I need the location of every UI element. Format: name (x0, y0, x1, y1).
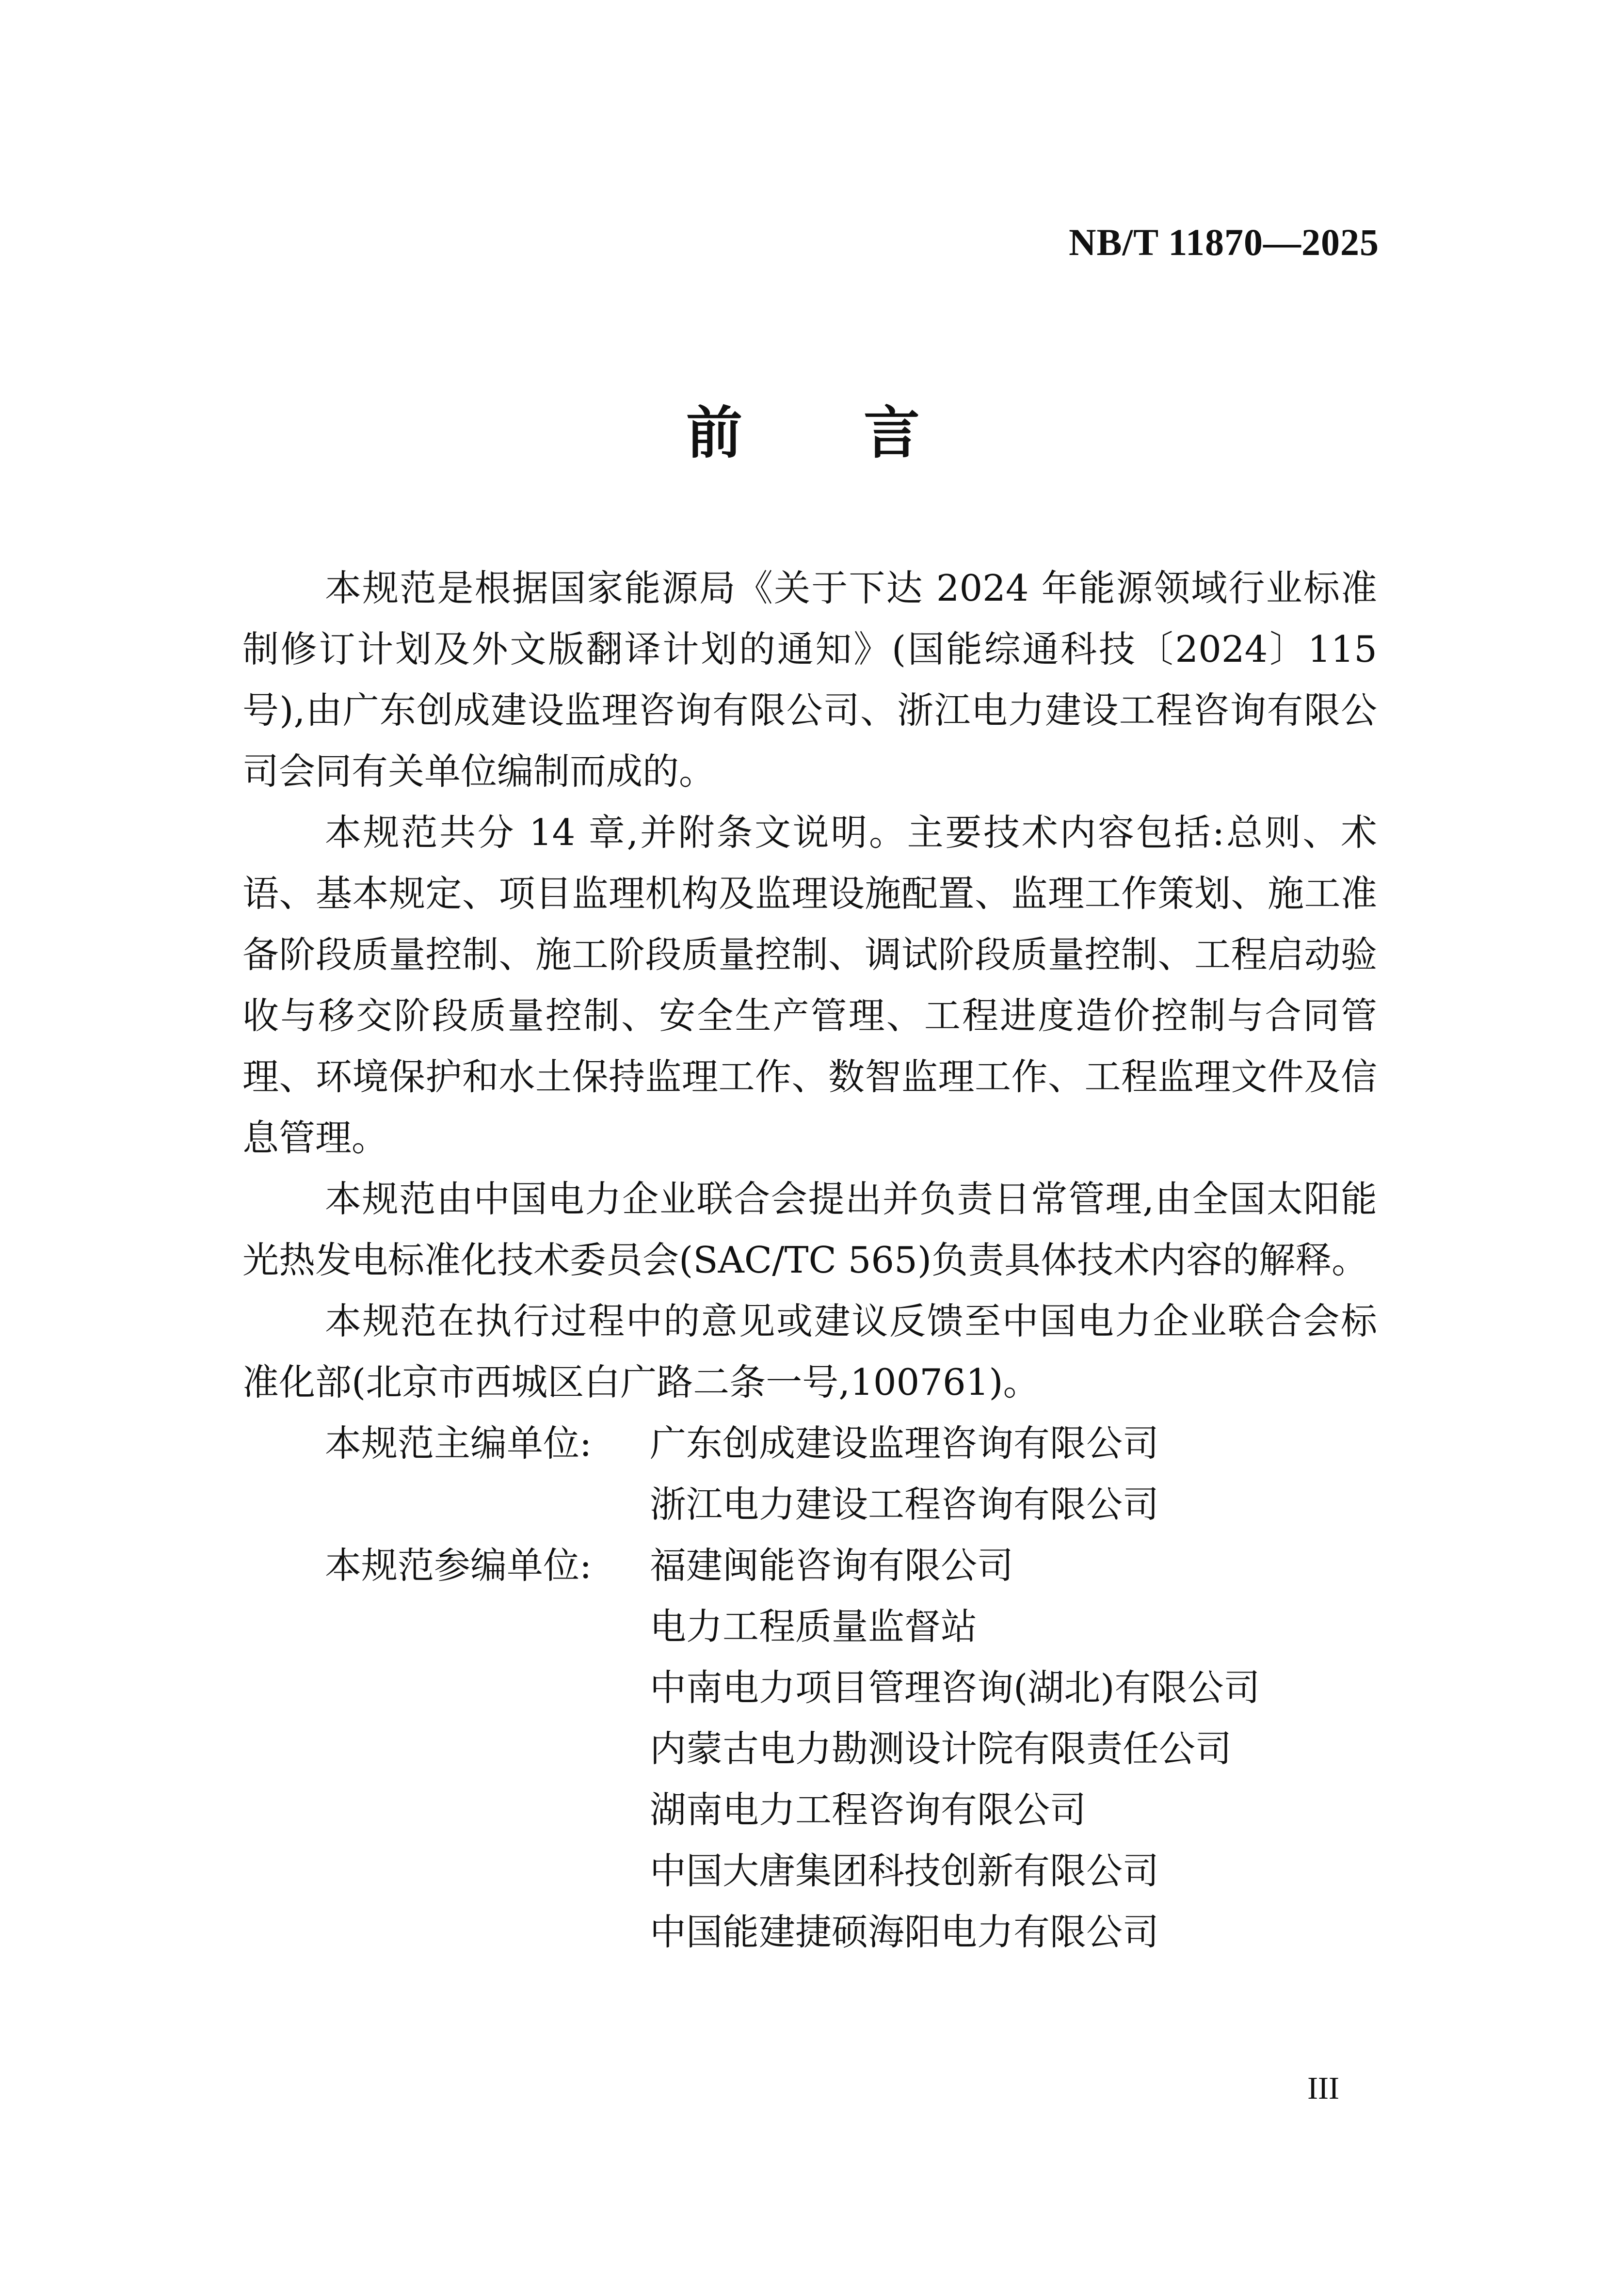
participating-unit-row (325, 1657, 1377, 1718)
standard-code: NB/T 11870—2025 (1069, 221, 1379, 263)
preface-paragraph-feedback: 本规范在执行过程中的意见或建议反馈至中国电力企业联合会标准化部(北京市西城区白广路二条一号,100761)。 (242, 1300, 1377, 1403)
participating-unit-name: 内蒙古电力勘测设计院有限责任公司 (650, 1727, 1232, 1770)
participating-unit-name: 中国能建捷硕海阳电力有限公司 (650, 1911, 1159, 1953)
participating-unit-name: 福建闽能咨询有限公司 (650, 1544, 1014, 1587)
participating-unit-name: 中南电力项目管理咨询(湖北)有限公司 (650, 1666, 1260, 1709)
page-number: III (1307, 2071, 1339, 2106)
preface-paragraph-basis: 本规范是根据国家能源局《关于下达 2024 年能源领域行业标准制修订计划及外文版翻译计划的通知》(国能综通科技〔2024〕115 号),由广东创成建设监理咨询有限公司、浙江电力建设工程咨询有限公司会同有关单位编制而成的。 (242, 567, 1377, 793)
participating-unit-name: 中国大唐集团科技创新有限公司 (650, 1850, 1159, 1892)
participating-units-block (242, 1535, 1377, 1962)
chief-unit-row (325, 1413, 1377, 1474)
preface-paragraph-contents: 本规范共分 14 章,并附条文说明。主要技术内容包括:总则、术语、基本规定、项目监理机构及监理设施配置、监理工作策划、施工准备阶段质量控制、施工阶段质量控制、调试阶段质量控制、工程启动验收与移交阶段质量控制、安全生产管理、工程进度造价控制与合同管理、环境保护和水土保持监理工作、数智监理工作、工程监理文件及信息管理。 (242, 811, 1377, 1159)
chief-units-block (242, 1413, 1377, 1535)
chief-units-label: 本规范主编单位: (325, 1422, 592, 1465)
page-title: 前言 (686, 400, 1041, 466)
participating-unit-row (325, 1901, 1377, 1962)
chief-unit-name: 浙江电力建设工程咨询有限公司 (650, 1483, 1159, 1526)
chief-unit-name: 广东创成建设监理咨询有限公司 (650, 1422, 1159, 1465)
preface-body (242, 558, 1377, 1962)
preface-paragraph-management: 本规范由中国电力企业联合会提出并负责日常管理,由全国太阳能光热发电标准化技术委员会(SAC/TC 565)负责具体技术内容的解释。 (242, 1178, 1377, 1281)
participating-unit-row (325, 1535, 1377, 1596)
participating-unit-row (325, 1840, 1377, 1901)
participating-unit-row (325, 1718, 1377, 1779)
participating-unit-row (325, 1779, 1377, 1840)
chief-unit-row (325, 1474, 1377, 1535)
participating-unit-name: 电力工程质量监督站 (650, 1605, 978, 1648)
participating-unit-row (325, 1596, 1377, 1657)
participating-units-label: 本规范参编单位: (325, 1544, 592, 1587)
participating-unit-name: 湖南电力工程咨询有限公司 (650, 1788, 1087, 1831)
